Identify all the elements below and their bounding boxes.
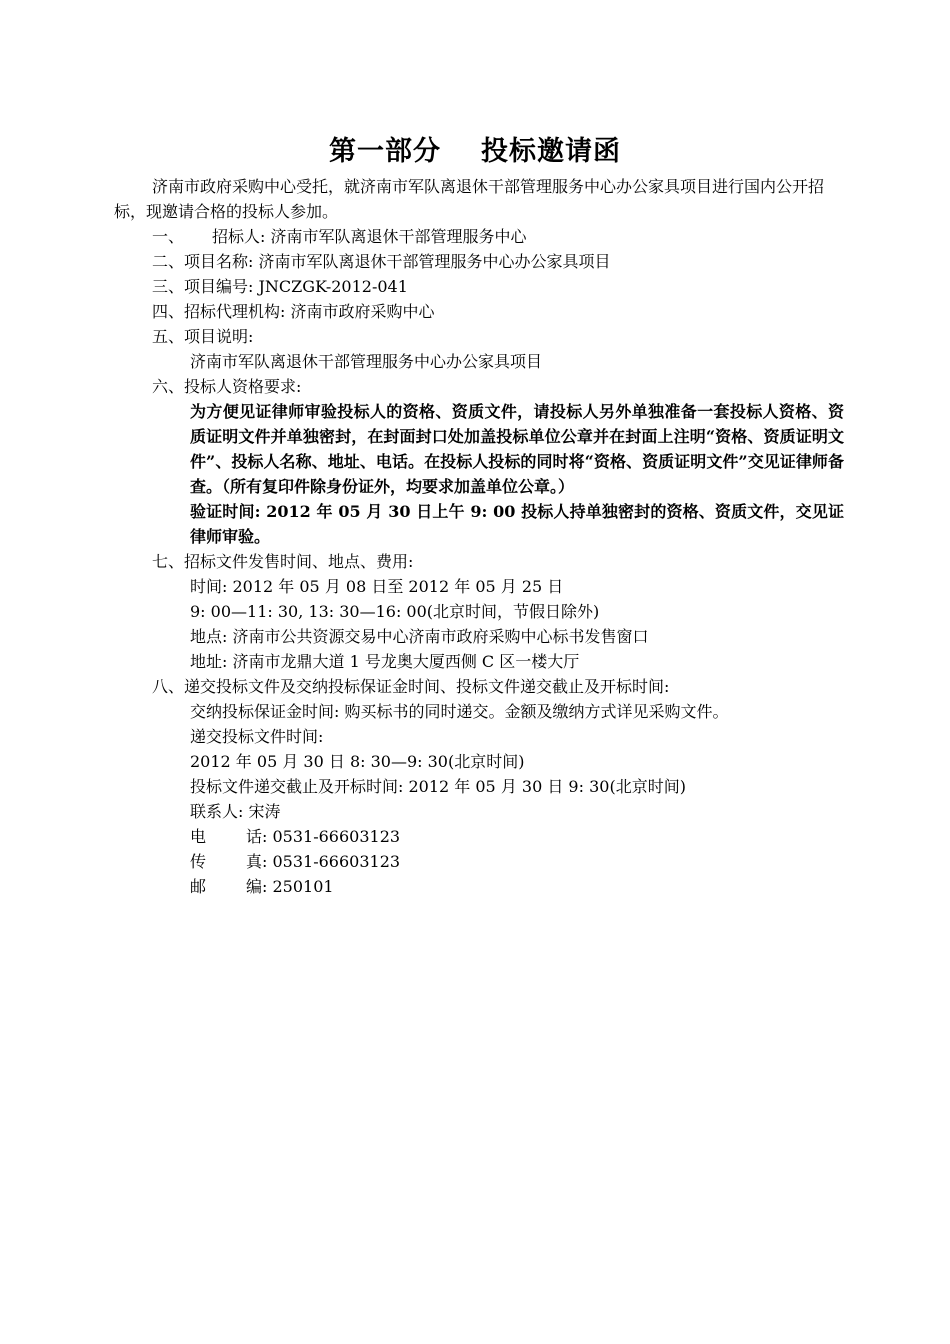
section-8: 八、递交投标文件及交纳投标保证金时间、投标文件递交截止及开标时间: — [152, 677, 670, 696]
contact-person: 联系人: 宋涛 — [190, 802, 281, 821]
section-4: 四、招标代理机构: 济南市政府采购中心 — [152, 302, 435, 321]
section-1-number: 一、 — [152, 227, 185, 246]
section-7-time: 时间: 2012 年 05 月 08 日至 2012 年 05 月 25 日 — [190, 577, 564, 596]
title-name: 投标邀请函 — [481, 136, 621, 167]
section-7: 七、招标文件发售时间、地点、费用: — [152, 552, 414, 571]
section-7-address: 地址: 济南市龙鼎大道 1 号龙奥大厦西侧 C 区一楼大厅 — [190, 652, 580, 671]
phone-value: 话: 0531-66603123 — [246, 827, 401, 846]
postcode-label-a: 邮 — [190, 877, 207, 896]
postcode-value: 编: 250101 — [246, 877, 334, 896]
section-3: 三、项目编号: JNCZGK-2012-041 — [152, 277, 408, 296]
section-8-submit-label: 递交投标文件时间: — [190, 727, 324, 746]
section-7-place: 地点: 济南市公共资源交易中心济南市政府采购中心标书发售窗口 — [190, 627, 649, 646]
section-6-verify: 验证时间: 2012 年 05 月 30 日上午 9: 00 投标人持单独密封的资格、资质文件，交见证律师审验。 — [190, 502, 844, 546]
title-part: 第一部分 — [329, 136, 441, 167]
section-6: 六、投标人资格要求: — [152, 377, 302, 396]
page-title — [0, 132, 950, 172]
contact-postcode — [114, 874, 844, 899]
section-5: 五、项目说明: — [152, 327, 254, 346]
contact-phone — [114, 824, 844, 849]
section-8-deadline: 投标文件递交截止及开标时间: 2012 年 05 月 30 日 9: 30(北京时间) — [190, 777, 686, 796]
section-8-submit-time: 2012 年 05 月 30 日 8: 30—9: 30(北京时间) — [190, 752, 525, 771]
section-5-detail: 济南市军队离退休干部管理服务中心办公家具项目 — [190, 352, 543, 371]
section-1 — [114, 224, 844, 249]
fax-label-a: 传 — [190, 852, 207, 871]
section-7-hours: 9: 00—11: 30, 13: 30—16: 00(北京时间，节假日除外) — [190, 602, 600, 621]
fax-value: 真: 0531-66603123 — [246, 852, 401, 871]
section-6-detail: 为方便见证律师审验投标人的资格、资质文件，请投标人另外单独准备一套投标人资格、资质证明文件并单独密封，在封面封口处加盖投标单位公章并在封面上注明“资格、资质证明文件”、投标人名称、地址、电话。在投标人投标的同时将“资格、资质证明文件”交见证律师备查。（所有复印件除身份证外，均要求加盖单位公章。） — [190, 402, 844, 496]
intro-paragraph: 济南市政府采购中心受托，就济南市军队离退休干部管理服务中心办公家具项目进行国内公开招标，现邀请合格的投标人参加。 — [114, 177, 825, 221]
section-2: 二、项目名称: 济南市军队离退休干部管理服务中心办公家具项目 — [152, 252, 611, 271]
phone-label-a: 电 — [190, 827, 207, 846]
section-1-text: 招标人: 济南市军队离退休干部管理服务中心 — [212, 227, 527, 246]
section-8-deposit: 交纳投标保证金时间: 购买标书的同时递交。金额及缴纳方式详见采购文件。 — [190, 702, 729, 721]
contact-fax — [114, 849, 844, 874]
document-body — [114, 174, 844, 899]
